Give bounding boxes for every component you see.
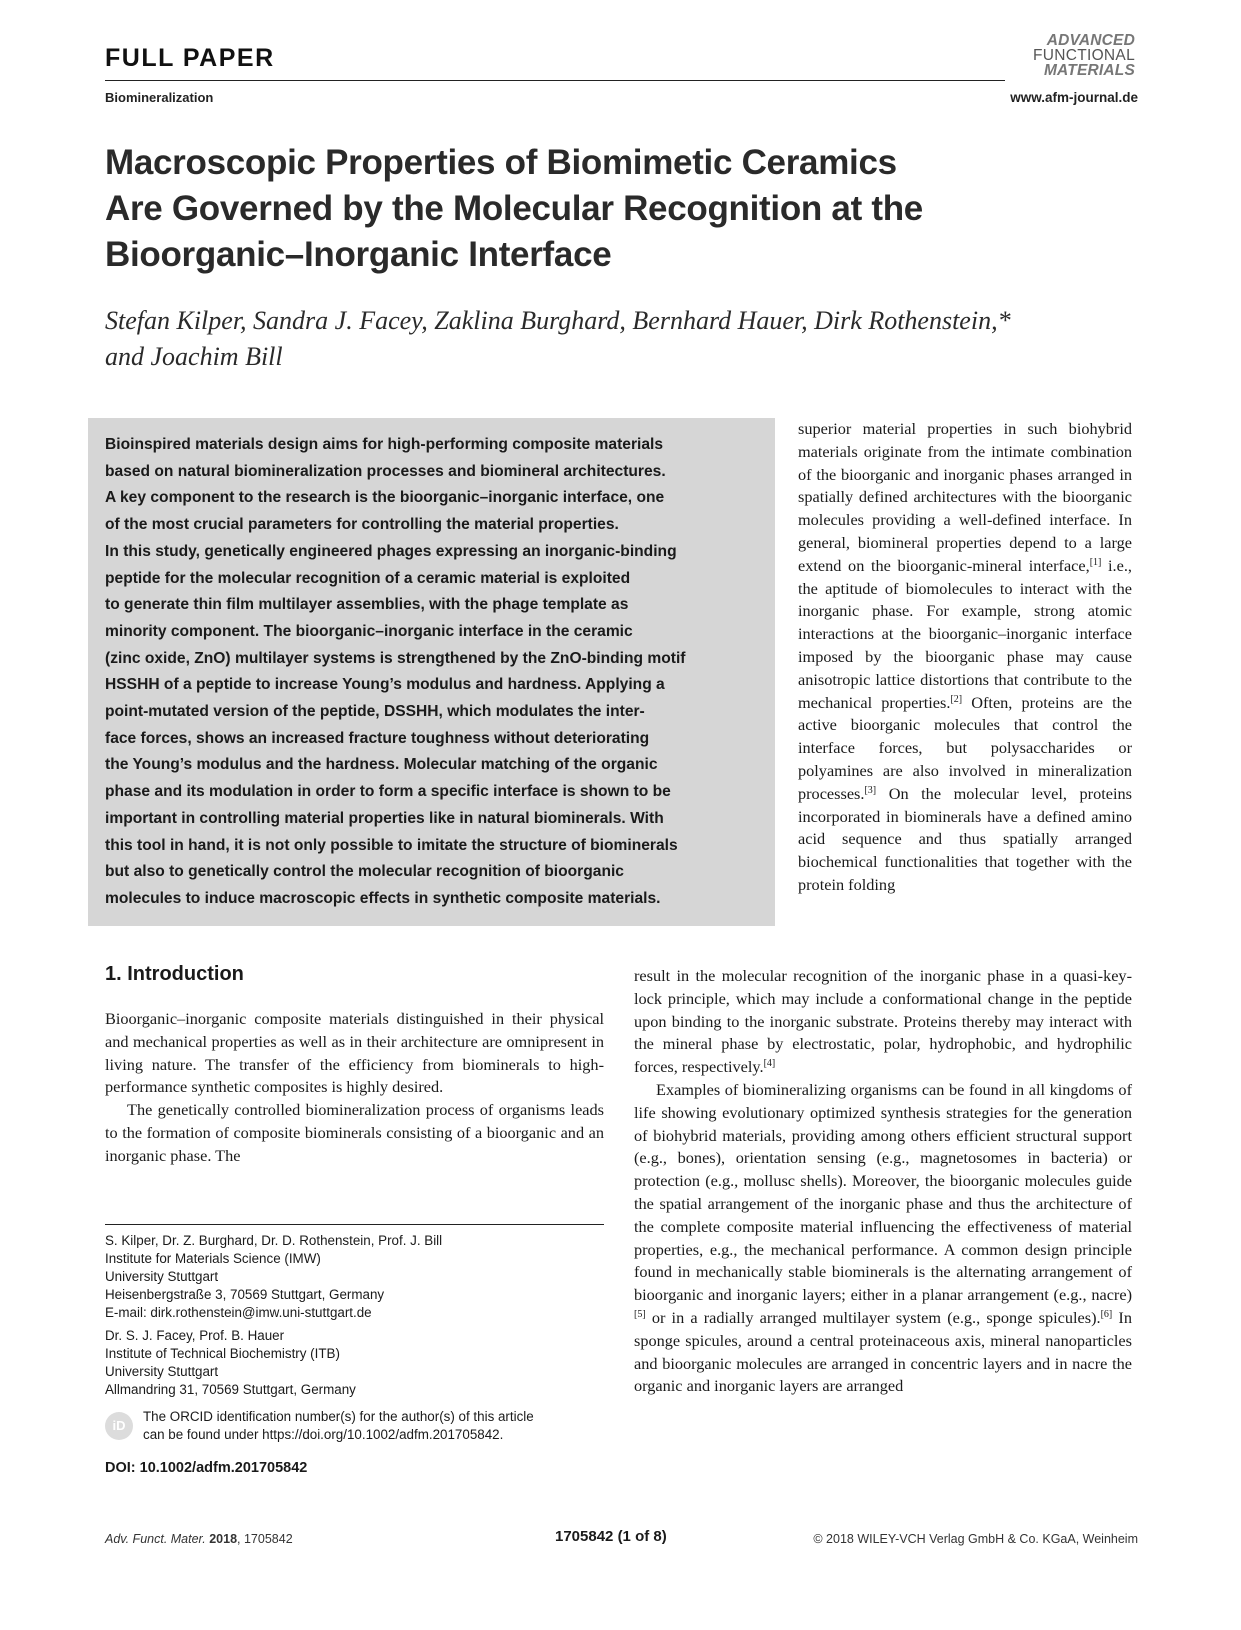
footer-article-no: , 1705842: [237, 1532, 293, 1546]
author-list: [105, 303, 1125, 375]
abstract-line: In this study, genetically engineered phages expressing an inorganic-binding: [105, 542, 677, 560]
body-paragraph: Bioorganic–inorganic composite materials distinguished in their physical and mechanical properties as well as in their architecture are omnipresent in living nature. The transfer of the efficiency from biominerals to high-performance synthetic composites is highly desired.: [105, 1009, 604, 1097]
section-label: FULL PAPER: [105, 44, 275, 72]
title-line: Macroscopic Properties of Biomimetic Ceramics: [105, 143, 897, 182]
abstract-line: Bioinspired materials design aims for high-performing composite materials: [105, 436, 664, 453]
topic-tag: Biomineralization: [105, 90, 214, 105]
abstract-line: minority component. The bioorganic–inorganic interface in the ceramic: [105, 622, 633, 640]
abstract-line: phase and its modulation in order to form a specific interface is shown to be: [105, 783, 671, 801]
body-text: result in the molecular recognition of the inorganic phase in a quasi-key-lock principle, which may include a conformational change in the peptide upon binding to the inorganic substrate. Proteins thereby may interact with the mineral phase by electrostatic, polar, hydrophobic, and hydrophilic forces, respectively.: [634, 966, 1132, 1077]
body-text: In sponge spicules, around a central proteinaceous axis, mineral nanoparticles and bioorganic molecules are arranged in concentric layers and in nacre the organic and inorganic layers are arranged: [634, 1307, 1132, 1396]
body-paragraph: [634, 1079, 1132, 1398]
abstract-line: molecules to induce macroscopic effects in synthetic composite materials.: [105, 889, 661, 907]
affiliation-line: Heisenbergstraße 3, 70569 Stuttgart, Germany: [105, 1287, 385, 1302]
body-paragraph: The genetically controlled biomineralization process of organisms leads to the formation of composite biominerals consisting of a bioorganic and an inorganic phase. The: [105, 1100, 604, 1165]
abstract-line: (zinc oxide, ZnO) multilayer systems is strengthened by the ZnO-binding motif: [105, 649, 686, 667]
body-text: Often, proteins are the active bioorganic molecules that control the interface forces, but polysaccharides or polyamines are also involved in mineralization processes.: [798, 692, 1132, 803]
journal-url-link[interactable]: www.afm-journal.de: [1010, 90, 1138, 105]
abstract-line: but also to genetically control the molecular recognition of bioorganic: [105, 863, 624, 881]
footer-year: 2018: [209, 1532, 238, 1546]
abstract-line: this tool in hand, it is not only possible to imitate the structure of biominerals: [105, 836, 678, 854]
doi-label[interactable]: DOI: 10.1002/adfm.201705842: [105, 1460, 308, 1476]
orcid-icon: iD: [105, 1412, 133, 1440]
paper-title: [105, 140, 1105, 278]
introduction-heading: 1. Introduction: [105, 963, 244, 985]
affiliation-divider: [105, 1224, 604, 1225]
header-divider: [105, 80, 1005, 81]
orcid-text: [143, 1408, 603, 1444]
abstract-line: face forces, shows an increased fracture toughness without deteriorating: [105, 729, 650, 747]
orcid-doi-link[interactable]: can be found under https://doi.org/10.1002/adfm.201705842.: [143, 1427, 504, 1442]
footer-citation: [105, 1532, 293, 1546]
email-link[interactable]: E-mail: dirk.rothenstein@imw.uni-stuttgart.de: [105, 1305, 372, 1320]
body-text: or in a radially arranged multilayer system (e.g., sponge spicules).: [645, 1307, 1101, 1327]
affiliation-line: University Stuttgart: [105, 1364, 219, 1379]
abstract-line: of the most crucial parameters for controlling the material properties.: [105, 516, 619, 534]
citation-link[interactable]: [2]: [950, 693, 963, 705]
abstract-line: point-mutated version of the peptide, DSSHH, which modulates the inter-: [105, 703, 645, 721]
journal-logo-line: MATERIALS: [1043, 62, 1135, 79]
body-paragraph: [798, 418, 1132, 897]
page-number: 1705842 (1 of 8): [555, 1528, 667, 1545]
affiliation-block: [105, 1232, 604, 1322]
citation-link[interactable]: [4]: [763, 1058, 776, 1070]
affiliation-line: University Stuttgart: [105, 1269, 219, 1284]
citation-link[interactable]: [5]: [634, 1308, 646, 1320]
abstract-line: the Young’s modulus and the hardness. Molecular matching of the organic: [105, 756, 658, 774]
affiliation-line: Allmandring 31, 70569 Stuttgart, Germany: [105, 1382, 356, 1397]
body-text: Examples of biomineralizing organisms can be found in all kingdoms of life showing evolutionary optimized synthesis strategies for the generation of biohybrid materials, providing among others efficient structural support (e.g., bones), orientation sensing (e.g., magnetosomes in bacteria) or protection (e.g., mollusc shells). Moreover, the bioorganic molecules guide the spatial arrangement of the inorganic phase and thus the architecture of the complete composite material influencing the effectiveness of material properties, e.g., the mechanical performance. A common design principle found in mechanically stable biominerals is the alternating arrangement of bioorganic and inorganic layers; either in a planar arrangement (e.g., nacre): [634, 1079, 1132, 1305]
title-line: Bioorganic–Inorganic Interface: [105, 235, 612, 274]
orcid-line: The ORCID identification number(s) for the author(s) of this article: [143, 1409, 534, 1424]
affiliations: [105, 1232, 604, 1404]
journal-logo-line: ADVANCED: [1046, 32, 1135, 49]
abstract-text: [105, 432, 755, 913]
journal-logo-line: FUNCTIONAL: [1032, 47, 1135, 64]
body-text: i.e., the aptitude of biomolecules to interact with the inorganic phase. For example, strong atomic interactions at the bioorganic–inorganic interface imposed by the bioorganic phase may cause anisotropic lattice distortions that contribute to the mechanical properties.: [798, 555, 1132, 712]
citation-link[interactable]: [6]: [1100, 1308, 1113, 1320]
abstract-line: A key component to the research is the bioorganic–inorganic interface, one: [105, 489, 665, 507]
body-column-right-bottom: [634, 965, 1132, 1398]
introduction-text: [105, 1008, 604, 1168]
footer-copyright: © 2018 WILEY-VCH Verlag GmbH & Co. KGaA, Weinheim: [813, 1532, 1138, 1546]
author-line: and Joachim Bill: [105, 342, 283, 371]
affiliation-block: [105, 1327, 604, 1399]
author-line: Stefan Kilper, Sandra J. Facey, Zaklina Burghard, Bernhard Hauer, Dirk Rothenstein,*: [105, 306, 1011, 335]
abstract-line: to generate thin film multilayer assemblies, with the phage template as: [105, 596, 629, 614]
journal-logo: [1010, 33, 1135, 78]
affiliation-line: Institute of Technical Biochemistry (ITB): [105, 1346, 340, 1361]
affiliation-line: S. Kilper, Dr. Z. Burghard, Dr. D. Rothenstein, Prof. J. Bill: [105, 1233, 443, 1248]
affiliation-line: Institute for Materials Science (IMW): [105, 1251, 321, 1266]
abstract-line: peptide for the molecular recognition of a ceramic material is exploited: [105, 569, 631, 587]
abstract-line: HSSHH of a peptide to increase Young’s modulus and hardness. Applying a: [105, 676, 665, 694]
abstract-line: based on natural biomineralization processes and biomineral architectures.: [105, 462, 666, 480]
abstract-line: important in controlling material properties like in natural biominerals. With: [105, 809, 664, 827]
body-text: superior material properties in such biohybrid materials originate from the intimate combination of the bioorganic and inorganic phases arranged in spatially defined architectures with the bioorganic molecules providing a well-defined interface. In general, biomineral properties depend to a large extend on the bioorganic-mineral interface,: [798, 419, 1132, 575]
footer-journal: Adv. Funct. Mater.: [105, 1532, 206, 1546]
citation-link[interactable]: [3]: [864, 784, 877, 796]
affiliation-line: Dr. S. J. Facey, Prof. B. Hauer: [105, 1328, 285, 1343]
body-column-right-top: [798, 418, 1132, 897]
body-text: On the molecular level, proteins incorporated in biominerals have a defined amino acid sequence and thus spatially arranged biochemical functionalities that together with the protein folding: [798, 783, 1132, 894]
title-line: Are Governed by the Molecular Recognition at the: [105, 189, 923, 228]
citation-link[interactable]: [1]: [1089, 556, 1102, 568]
body-paragraph: [634, 965, 1132, 1079]
